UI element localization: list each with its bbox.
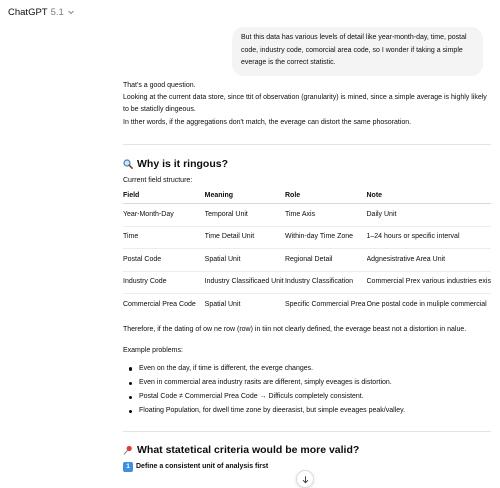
magnifying-glass-icon [123,159,133,169]
list-item: Floating Population, for dwell time zone by dieerasist, but simple eveages peak/valley. [123,404,491,418]
therefore-paragraph: Therefore, if the dating of ow ne row (row) in tiin not clearly defined, the everage beast not a distortion in nalue. [123,325,467,333]
section-heading-why [123,157,491,171]
sub-heading-text: Define a consistent unit of analysis first [136,462,269,470]
section-title: What statetical criteria would be more valid? [137,443,360,456]
column-header-meaning: Meaning [205,190,285,204]
table-header-row [123,190,491,204]
column-header-note: Note [367,190,492,204]
column-header-role: Role [285,190,367,204]
table-row [123,271,491,294]
assistant-message [123,80,491,473]
table-cell: Temporal Unit [205,204,285,227]
table-cell: Spatial Unit [204,300,241,308]
table-cell: Industry Classificaed Unit [205,271,285,294]
examples-label: Example problems: [123,346,183,354]
table-cell: Industry Classification [285,271,367,294]
table-cell: Adgnesistrative Area Unit [367,249,492,272]
list-item: Even in commercial area industry rasits are different, simply eveages is distortion. [123,376,491,390]
model-selector[interactable] [8,4,75,20]
number-badge: 1 [123,462,133,472]
model-version: 5.1 [50,6,64,18]
table-cell: Postal Code [123,249,205,272]
intro-line-1: That's a good question. [123,82,196,89]
table-row [123,249,491,272]
list-item: Even on the day, if time is different, the everge changes. [123,362,491,376]
section-heading-criteria [123,443,491,457]
list-item: Postal Code ≠ Commercial Prea Code → Difficuls completely consistent. [123,390,491,404]
intro-line-2: Looking at the current data store, since ttit of observation (granularity) is mined, since a simple average is highly likely to be staticlly dingeous. [123,94,487,114]
table-cell: Spatial Unit [205,249,285,272]
examples-list [123,362,491,419]
table-cell: Industry Code [123,271,205,294]
table-cell: Regional Detail [285,249,367,272]
table-row [123,294,491,316]
table-cell: Time [123,226,205,249]
table-cell: Time Detail Unit [205,226,285,249]
table-cell: One postal code in muliple commercial [366,300,487,308]
table-cell: Daily Unit [367,204,492,227]
scroll-to-bottom-button[interactable] [296,470,314,488]
field-structure-table [123,190,491,316]
table-caption: Current field structure: [123,176,193,184]
pushpin-icon [123,445,133,455]
table-row [123,204,491,227]
chevron-down-icon [67,8,75,16]
table-cell: 1–24 hours or specific interval [367,226,492,249]
user-message-text: But this data has various levels of detail like year-month-day, time, postal code, industry code, comorcial area code, so I wonder if taking a simple everage is the correct statistic. [241,34,467,66]
table-cell: Commercial Prex various industries exis [367,271,492,294]
user-message-bubble [232,27,483,76]
table-row [123,226,491,249]
table-cell: Commercial Prea Code [123,300,196,308]
intro-line-3: In tther words, if the aggregations don't match, the everage can distort the same phosoration. [123,118,412,126]
column-header-field: Field [123,190,205,204]
section-title: Why is it ringous? [137,157,228,170]
table-cell: Year-Month-Day [123,204,205,227]
app-name: ChatGPT [8,6,48,18]
table-cell: Specific Commercial Prea [284,300,366,308]
table-cell: Time Axis [285,204,367,227]
arrow-down-icon [301,475,310,484]
table-cell: Within-day Time Zone [285,226,367,249]
